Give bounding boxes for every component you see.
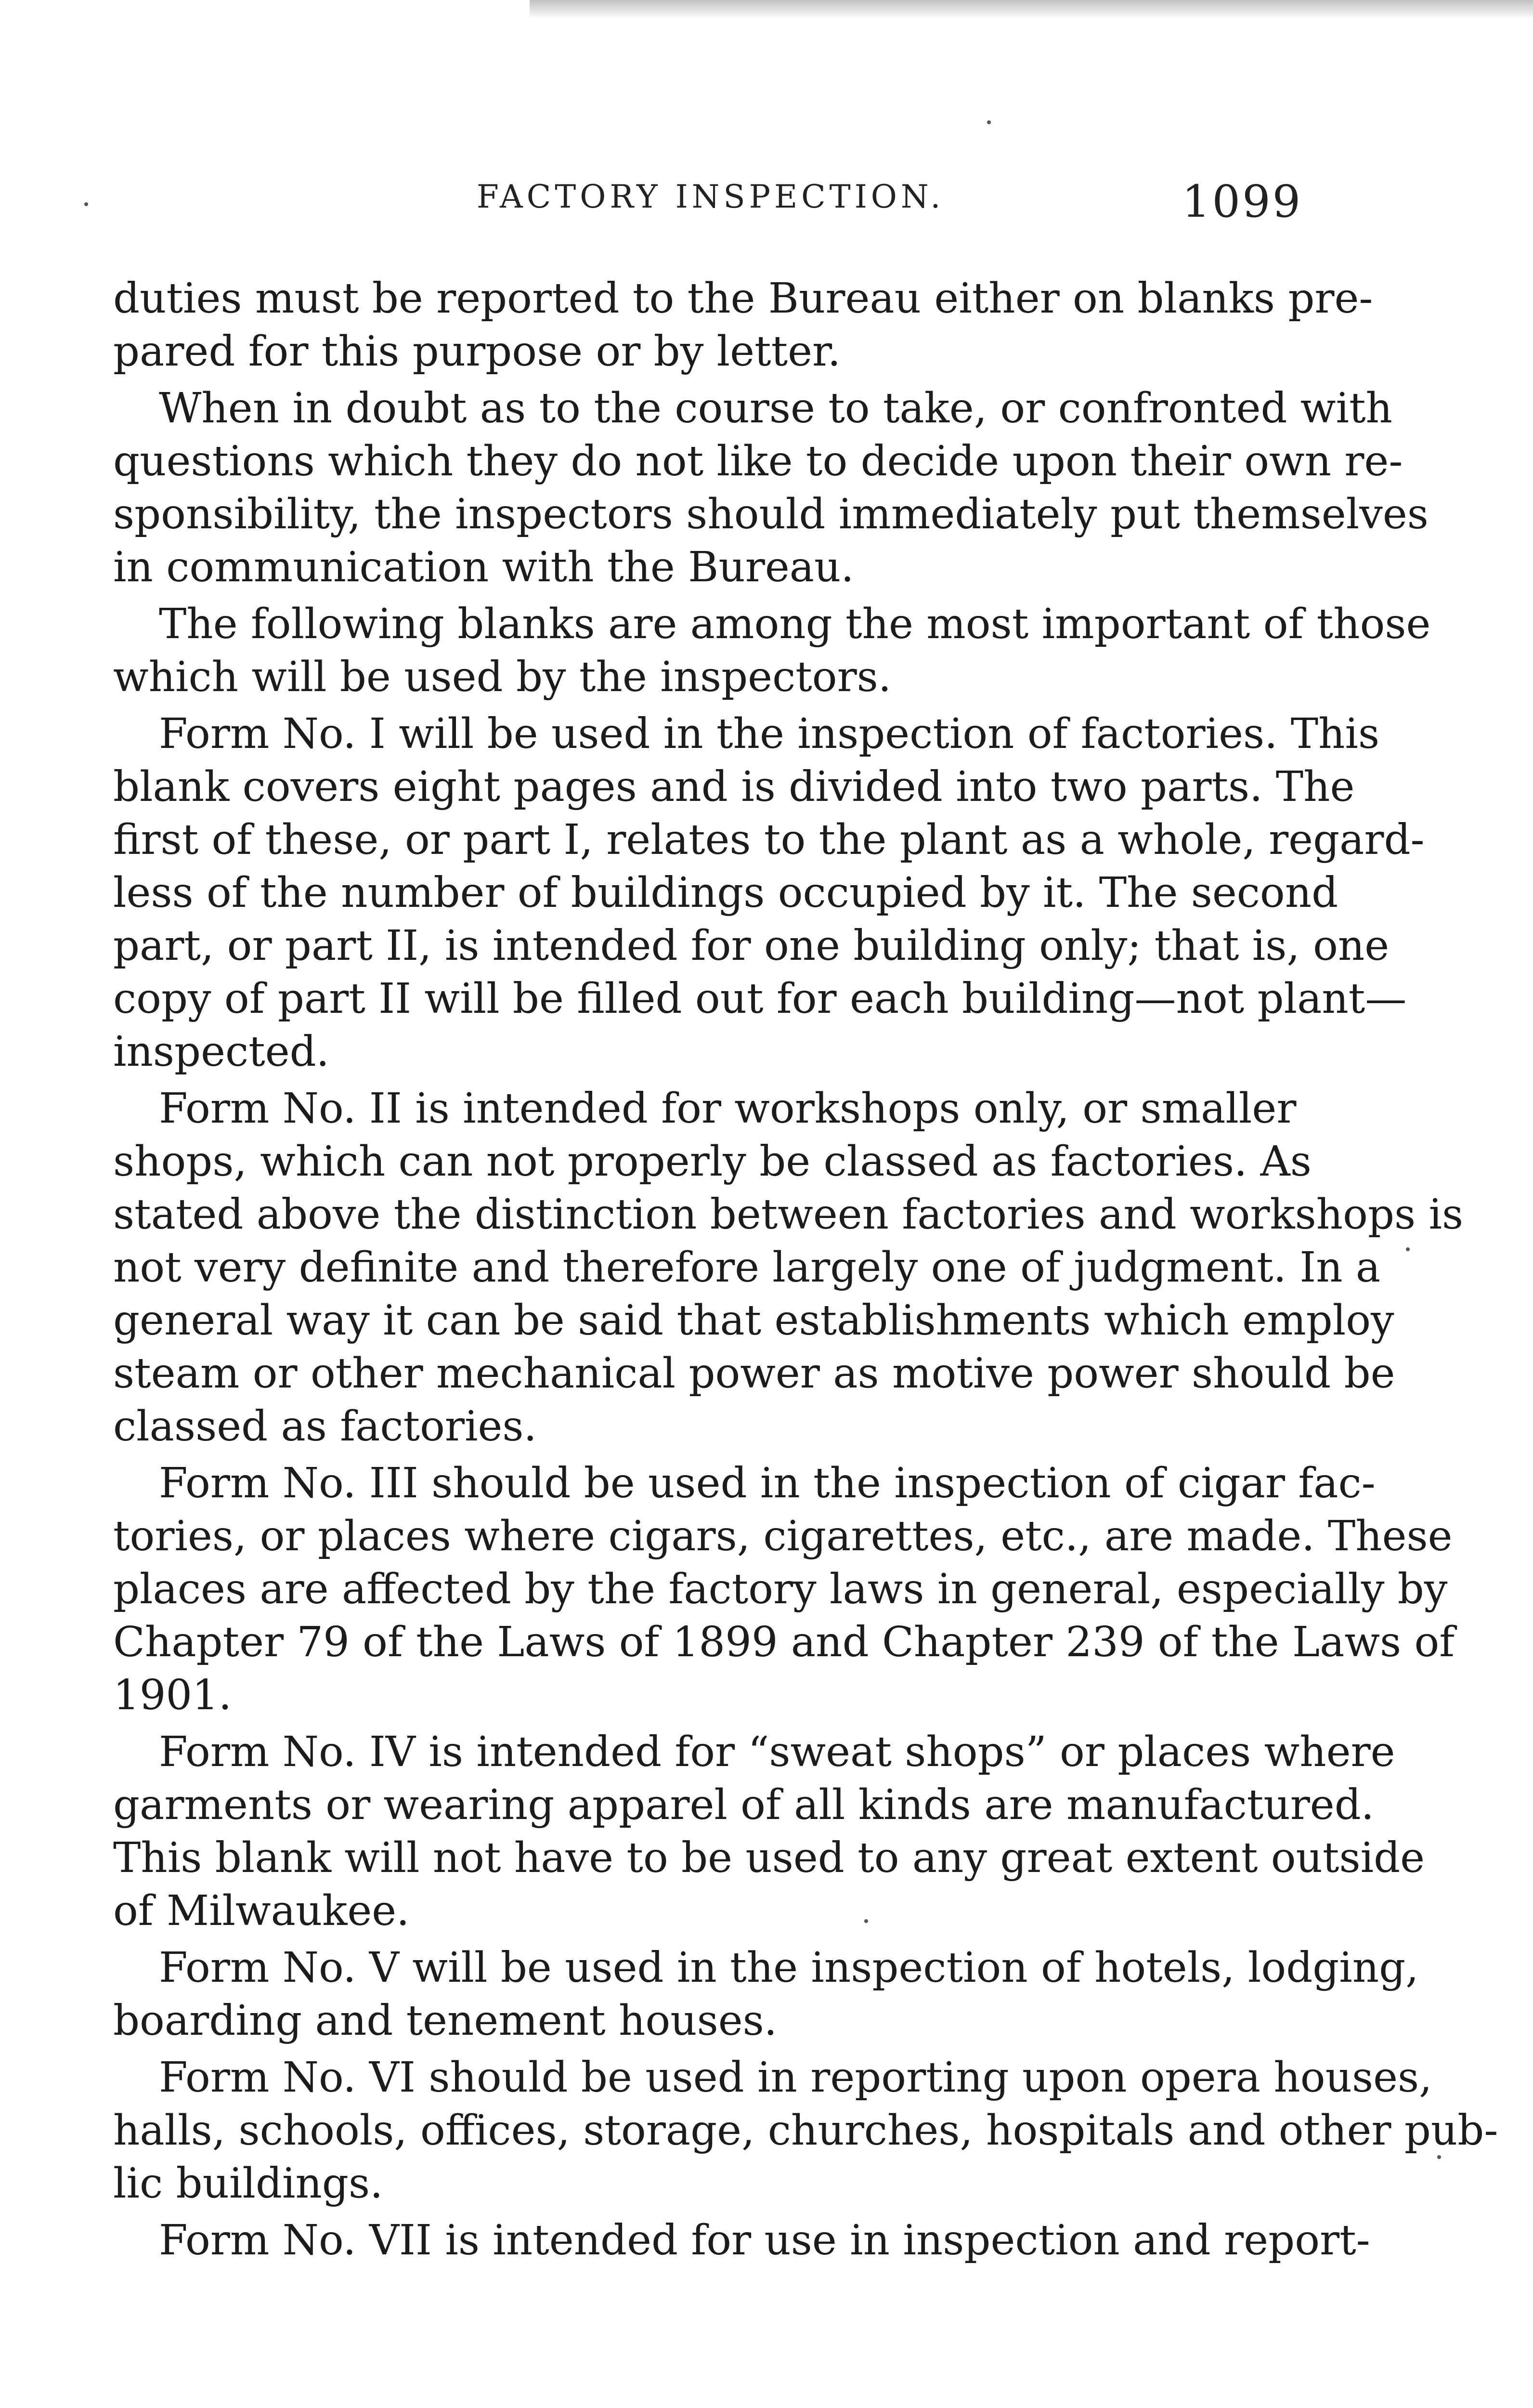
text-line: part, or part II, is intended for one building only; that is, one [113,922,1390,970]
paragraph [113,1726,1425,1937]
text-line: Form No. III should be used in the inspection of cigar fac- [159,1459,1376,1507]
text-line: in communication with the Bureau. [113,543,854,591]
text-line: Form No. VI should be used in reporting upon opera houses, [159,2054,1432,2102]
text-line: The following blanks are among the most important of those [159,600,1431,648]
text-line: stated above the distinction between factories and workshops is [113,1191,1464,1239]
text-line: classed as factories. [113,1402,537,1451]
paragraph [113,1941,1419,2047]
text-line: general way it can be said that establishments which employ [113,1296,1394,1345]
text-line: less of the number of buildings occupied by it. The second [113,869,1338,917]
text-line: garments or wearing apparel of all kinds are manufactured. [113,1781,1375,1829]
text-line: Form No. V will be used in the inspection of hotels, lodging, [159,1944,1419,1992]
text-line: blank covers eight pages and is divided into two parts. The [113,763,1355,811]
paragraph [113,598,1431,704]
scan-speck [987,120,991,124]
text-line: tories, or places where cigars, cigarettes, etc., are made. These [113,1512,1453,1560]
text-line: This blank will not have to be used to any great extent outside [113,1834,1425,1882]
text-line: places are affected by the factory laws in general, especially by [113,1565,1448,1613]
scan-edge-smudge [530,0,1533,19]
running-title: FACTORY INSPECTION. [477,178,945,215]
paragraph [113,2051,1498,2210]
paragraph [113,1082,1464,1453]
text-line: which will be used by the inspectors. [113,653,892,701]
page-number: 1099 [1182,176,1303,227]
text-line: of Milwaukee. [113,1887,410,1935]
text-line: Form No. II is intended for workshops only, or smaller [159,1085,1297,1133]
text-line: Chapter 79 of the Laws of 1899 and Chapter 239 of the Laws of [113,1618,1455,1666]
text-line: shops, which can not properly be classed as factories. As [113,1138,1312,1186]
text-line: lic buildings. [113,2159,383,2208]
paragraph [113,272,1373,378]
paragraph [113,2214,1370,2267]
text-line: questions which they do not like to decide upon their own re- [113,437,1403,485]
body-text [113,272,1498,2271]
text-line: 1901. [113,1671,232,1719]
text-line: When in doubt as to the course to take, or confronted with [159,384,1392,432]
text-line: Form No. I will be used in the inspection of factories. This [159,710,1380,758]
paragraph [113,1457,1455,1722]
scan-speck [1406,1247,1410,1251]
paragraph [113,382,1429,594]
text-line: Form No. VII is intended for use in inspection and report- [159,2216,1370,2264]
paragraph [113,707,1425,1078]
text-line: first of these, or part I, relates to the plant as a whole, regard- [113,816,1425,864]
text-line: sponsibility, the inspectors should immediately put themselves [113,490,1429,538]
text-line: halls, schools, offices, storage, churches, hospitals and other pub- [113,2107,1498,2155]
scan-speck [864,1919,868,1923]
text-line: steam or other mechanical power as motive power should be [113,1349,1395,1398]
text-line: copy of part II will be filled out for each building—not plant— [113,975,1407,1023]
text-line: boarding and tenement houses. [113,1997,778,2045]
text-line: not very definite and therefore largely one of judgment. In a [113,1243,1381,1292]
text-line: inspected. [113,1028,329,1076]
scan-speck [84,202,88,206]
scan-speck [1437,2155,1441,2159]
text-line: Form No. IV is intended for “sweat shops” or places where [159,1728,1395,1776]
text-line: duties must be reported to the Bureau either on blanks pre- [113,275,1373,323]
text-line: pared for this purpose or by letter. [113,327,841,376]
